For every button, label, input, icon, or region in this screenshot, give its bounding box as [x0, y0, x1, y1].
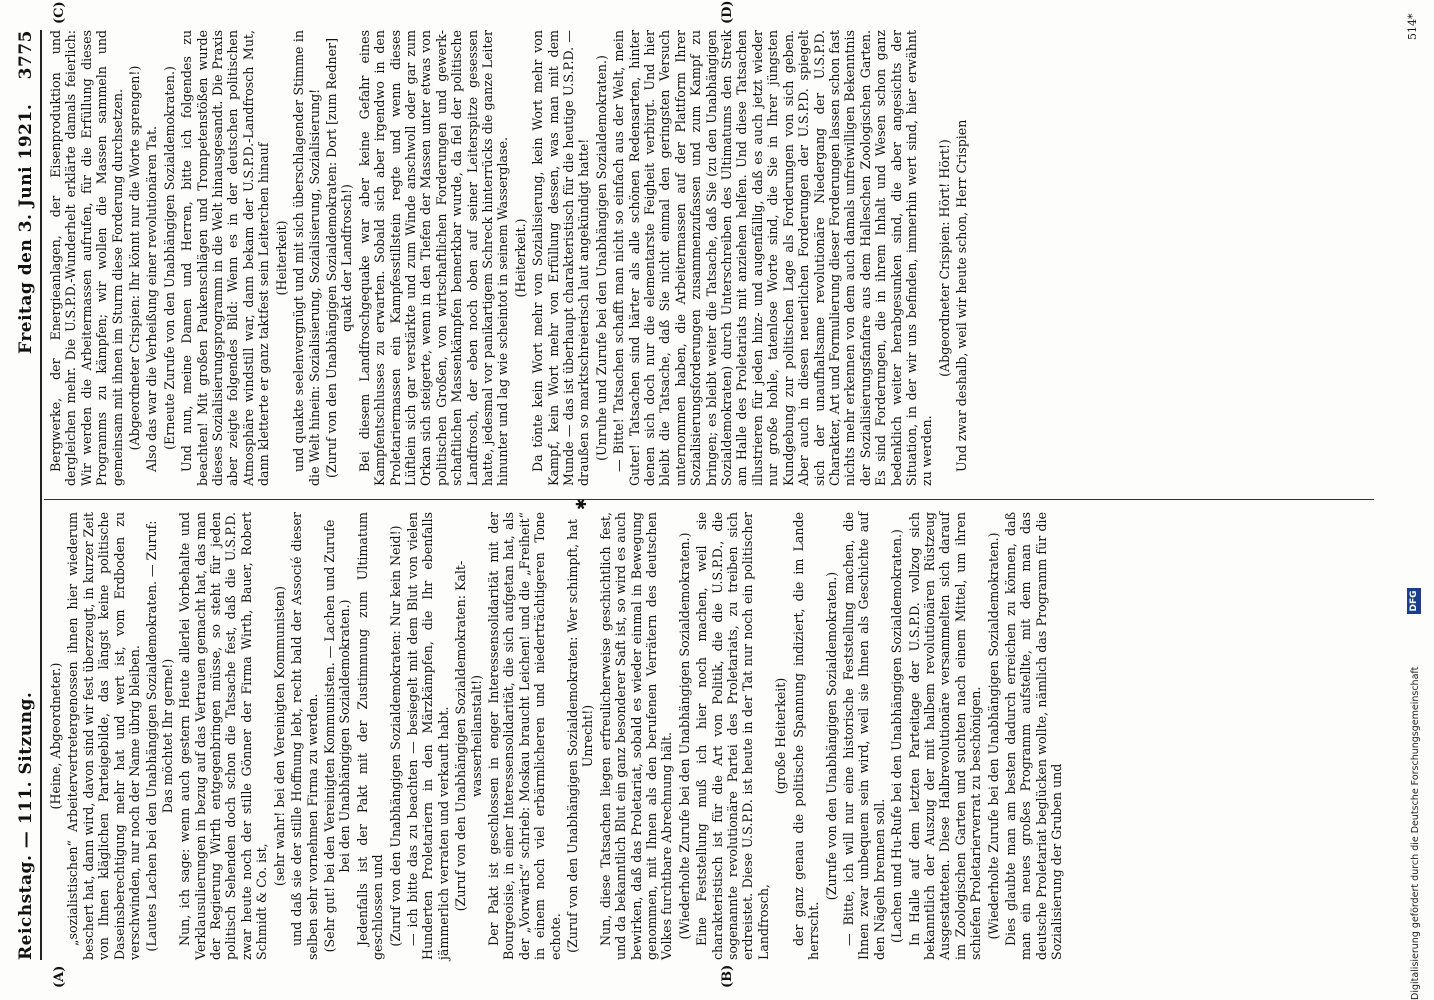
page-header [14, 30, 42, 960]
page-number: 3775 [16, 30, 36, 80]
interjection: (Zuruf von den Unabhängigen Sozialdemokraten: Kaltwasserheilanstalt!) [453, 560, 484, 912]
interjection: (Abgeordneter Crispien: Hört! Hört!) [936, 139, 952, 377]
interjection: (Abgeordneter Crispien: Ihr könnt nur die Worte sprengen!) [127, 65, 143, 451]
paragraph: Der Pakt ist geschlossen in enger Interessensolidarität mit der Bourgeoisie, in einer Interessensolidarität, die sich aufgetan hat, als der „Vorwärts“ schrieb: Moskau braucht Leichen! und die „Freiheit“ in einem noch viel erbärmlicheren und niederträchtigeren Tone echote. [485, 512, 563, 960]
paragraph: Bergwerke, der Energieanlagen, der Eisenproduktion und dergleichen mehr. Die U.S.P.D.-Wunderhelt erklärte damals feierlich: Wir werden die Arbeitermassen aufrufen, für die Erfüllung dieses Programms zu kämpfen; wir wollen die Massen sammeln und gemeinsam mit ihnen im Sturm diese Forderung durchsetzen. [48, 30, 125, 486]
interjection: (Unruhe und Zurufe bei den Unabhängigen Sozialdemokraten.) [593, 55, 609, 461]
interjection: (Zuruf von den Unabhängigen Sozialdemokraten: Wer schimpft, hat Unrecht!) [565, 519, 596, 953]
paragraph: Und zwar deshalb, weil wir heute schon, Herr Crispien [954, 119, 970, 472]
interjection: (Lachen und Hu-Rufe bei den Unabhängigen Sozialdemokraten.) [889, 529, 905, 943]
header-session: Reichstag. — 111. Sitzung. [16, 691, 36, 960]
interjection: (Heiterkeit.) [512, 218, 528, 298]
paragraph: Also das war die Verheißung einer revolutionären Tat. [144, 125, 160, 472]
interjection: (große Heiterkeit) [773, 677, 789, 795]
interjection: (Zurufe von den Unabhängigen Sozialdemokraten.) [823, 571, 839, 901]
interjection: (Heine, Abgeordneter.) [48, 662, 63, 810]
paragraph: Da tönte kein Wort mehr von Sozialisierung, kein Wort mehr von Kampf, kein Wort mehr von Erfüllung dessen, was man mit dem Munde — das ist überhaupt charakteristisch für die heutige U.S.P.D. — draußen so marktschreierisch laut angekündigt hatte! [530, 30, 592, 486]
paragraph: — Bitte, ich will nur eine historische Feststellung machen, die Ihnen zwar unbequem sein wird, weil sie Ihnen als Geschichte auf den Nägeln brennen soll. [840, 512, 887, 960]
right-column [48, 30, 972, 486]
paragraph: Nun, ich sage: wenn auch gestern Heute allerlei Vorbehalte und Verklausulierungen in bezug auf das Vertrauen gemacht hat, das man der Regierung Wirth entgegenbringen müsse, so steht für jeden politisch Sehenden doch schon die Tatsache fest, daß die U.S.P.D. zwar heute noch der stille Gönner der Firma Wirth, Bauer, Robert Schmidt & Co. ist, [177, 512, 270, 960]
margin-letter-c: (C) [52, 1, 67, 24]
interjection: (Heiterkeit) [273, 220, 289, 296]
paragraph: und quakte seelenvergnügt und mit sich überschlagender Stimme in die Welt hinein: Sozialisierung, Sozialisierung, Sozialisierung! [291, 30, 322, 486]
interjection: (Sehr gut! bei den Vereinigten Kommunisten. — Lachen und Zurufe bei den Unabhängigen Sozialdemokraten.) [321, 519, 353, 953]
paragraph: der ganz genau die politische Spannung indiziert, die im Lande herrscht. [790, 512, 822, 960]
interjection: (Wiederholte Zurufe bei den Unabhängigen Sozialdemokraten.) [985, 532, 1001, 940]
paragraph: Nun, diese Tatsachen liegen erfreulicherweise geschichtlich fest, und da bekanntlich Blut ein ganz besonderer Saft ist, so wird es auch bewirken, daß das Proletariat, sobald es wieder einmal in Bewegung genommen, mit Ihnen als den berufenen Verrätern des deutschen Volkes furchtbare Abrechnung hält. [597, 512, 675, 960]
paragraph: Jedenfalls ist der Pakt mit der Zustimmung zum Ultimatum geschlossen und [354, 512, 386, 960]
sheet-signature: 514* [1406, 13, 1419, 40]
digitization-credit: Digitalisierung gefördert durch die Deutsche Forschungsgemeinschaft [1410, 666, 1421, 1000]
dfg-logo: DFG [1407, 588, 1421, 614]
left-column [48, 512, 1067, 960]
paragraph: „sozialistischen“ Arbeitervertretergenossen ihnen hier wiederum beschert hat, dann wird, davon sind wir fest überzeugt, in kurzer Zeit von Ihnen kläglichen Parteigebilde, das längst keine politische Daseinsberechtigung mehr hat und wert ist, vom Erdboden zu verschwinden, nur noch der Name übrig bleiben. [65, 512, 143, 960]
interjection: (sehr wahr! bei den Vereinigten Kommunisten) [271, 585, 287, 887]
interjection: (Lautes Lachen bei den Unabhängigen Sozialdemokraten. — Zuruf: Das möchtet Ihr gerne!) [144, 520, 175, 952]
interjection: (Zuruf von den Unabhängigen Sozialdemokraten: Dort [zum Redner] quakt der Landfrosch!) [323, 37, 355, 479]
margin-letter-a: (A) [52, 965, 67, 988]
interjection: (Erneute Zurufe von den Unabhängigen Sozialdemokraten.) [161, 66, 177, 450]
paragraph: Eine Feststellung muß ich hier noch machen, weil sie charakteristisch ist für die Art von Politik, die die U.S.P.D., die sogenannte revolutionäre Partei des Proletariats, zu treiben sich erdreistet. Diese U.S.P.D. ist heute in der Tat nur noch ein politischer Landfrosch, [694, 512, 771, 960]
paragraph: Dies glaubte man am besten dadurch erreichen zu können, daß man ein neues großes Programm aufstellte, mit dem man das deutsche Proletariat beglücken wollte, nämlich das Programm für die Sozialisierung der Gruben und [1002, 512, 1065, 960]
paragraph: — Bitte! Tatsachen schafft man nicht so einfach aus der Welt, mein Guter! Tatsachen sind härter als alle schönen Redensarten, hinter denen sich doch nur die elementarste Feigheit verbirgt. Und hier bleibt die Tatsache, daß Sie nicht einmal den geringsten Versuch unternommen haben, die Arbeitermassen auf der Plattform Ihrer Sozialisierungsforderungen zusammenzufassen und zum Kampf zu bringen; es bleibt weiter die Tatsache, daß Sie (zu den Unabhängigen Sozialdemokraten) durch Unterschreiben des Ultimatums den Streik am Halle des Proletariats mit anziehen helfen. Und diese Tatsachen illustrieren für jeden hinz- und augenfällig, daß es auch jetzt wieder nur große hohle, tatenlose Worte sind, die Sie in Ihrer jüngsten Kundgebung zur politischen Lage als Forderungen von sich geben. Aber auch in diesen neuerlichen Forderungen der U.S.P.D. spiegelt sich der unaufhaltsame revolutionäre Niedergang der U.S.P.D. Charakter, Art und Formulierung dieser Forderungen lassen schon fast nichts mehr erkennen von dem auch damals unfreiwilligen Bekenntnis der Sozialisierungsfanfare aus dem Halleschen Zoologischen Garten. Es sind Forderungen, die in ihrem Inhalt und Wesen schon ganz bedenklich weiter herabgesunken sind, die aber angesichts der Situation, in der wir uns befinden, immerhin wert sind, hier erwähnt zu werden. [611, 30, 935, 486]
margin-letter-b: (B) [720, 964, 735, 988]
asterisk-mark: ✱ [574, 498, 590, 510]
margin-letter-d: (D) [720, 0, 735, 24]
paragraph: und daß sie der stille Hoffnung lebt, recht bald der Associé dieser selben sehr vornehmen Firma zu werden. [289, 512, 320, 960]
column-divider [44, 499, 1374, 500]
interjection: (Zuruf von den Unabhängigen Sozialdemokraten: Nur kein Neid!) [387, 525, 403, 947]
interjection: (Wiederholte Zurufe bei den Unabhängigen Sozialdemokraten.) [676, 532, 692, 940]
paragraph: Und nun, meine Damen und Herren, bitte ich folgendes zu beachten! Mit großen Paukenschlägen und Trompetenstößen wurde dieses Sozialisierungsprogramm in die Welt hinausgesandt. Die Praxis aber zeigte folgendes Bild: Wenn es in der deutschen politischen Atmosphäre windstill war, dann bekam der U.S.P.D.-Landfrosch Mut, dann kletterte er ganz taktfest sein Leiterchen hinauf [179, 30, 272, 486]
paragraph: In Halle auf dem letzten Parteitage der U.S.P.D. vollzog sich bekanntlich der Auszug der mit halbem revolutionären Rüstzeug Ausgestatteten. Diese Halbrevolutionäre versammelten sich darauf im Zoologischen Garten und suchten nach einem Mittel, um ihren schiefen Proletarierverrat zu beschönigen. [906, 512, 984, 960]
paragraph: Bei diesem Landfroschgequake war aber keine Gefahr eines Kampfentschlusses zu erwarten. Sobald sich aber irgendwo in den Proletariermassen ein Kampfesstillstein regte und wenn dieses Lüftlein sich gar verstärkte und zum Winde anschwoll oder gar zum Orkan sich steigerte, wenn in den Tiefen der Massen unter etwas von politischen Großen, von wirtschaftlichen Forderungen und gewerkschaftlichen Massenkämpfen bemerkbar wurde, da fiel der politische Landfrosch, der eben noch oben auf seiner Leiterspitze gesessen hatte, jedesmal vor panikartigem Schreck hinterrücks die ganze Leiter hinunter und lag wie scheintot in seinem Wasserglase. [356, 30, 511, 486]
paragraph: — ich bitte das zu beachten — besiegelt mit dem Blut von vielen Hunderten Proletariern in den Märzkämpfen, die Ihr ebenfalls jämmerlich verraten und verkauft habt. [404, 512, 451, 960]
header-date: Freitag den 3. Juni 1921. 3775 [16, 30, 36, 354]
